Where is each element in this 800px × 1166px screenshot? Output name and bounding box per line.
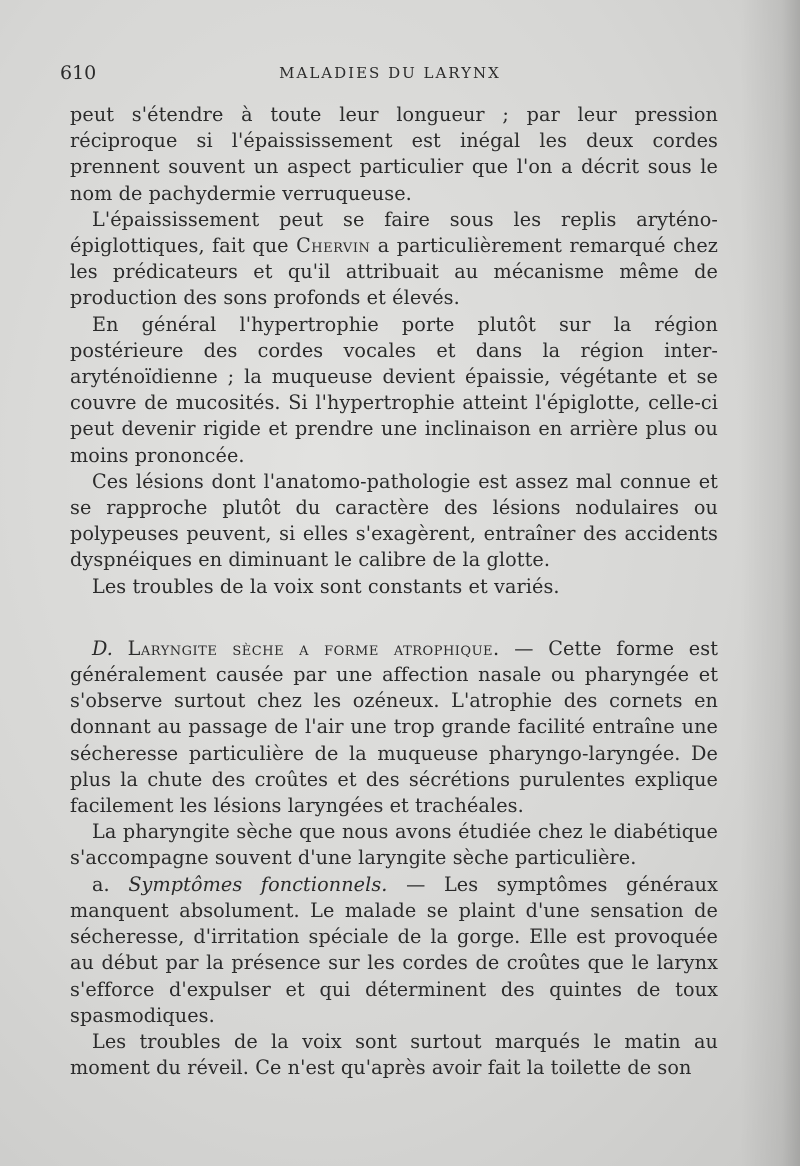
section-d-paragraph bbox=[70, 636, 718, 819]
subsection-a-heading: Symptômes fonctionnels. bbox=[128, 872, 388, 896]
page-number: 610 bbox=[60, 62, 97, 84]
paragraph-5: Les troubles de la voix sont constants et variés. bbox=[92, 574, 560, 598]
paragraph-9: Les troubles de la voix sont surtout marqués le matin au moment du réveil. Ce n'est qu'après avoir fait la toilette de son bbox=[70, 1029, 718, 1080]
subsection-a-text: — Les symptômes généraux manquent absolument. Le malade se plaint d'une sensation de sécheresse, d'irritation spéciale de la gorge. Elle est provoquée au début par la présence sur les cordes de croûtes que le larynx s'efforce d'expulser et qui déterminent des quintes de toux spasmodiques. bbox=[70, 872, 718, 1027]
paragraph-3: En général l'hypertrophie porte plutôt sur la région postérieure des cordes vocales et dans la région inter-aryténoïdienne ; la muqueuse devient épaissie, végétante et se couvre de mucosités. Si l'hypertrophie atteint l'épiglotte, celle-ci peut devenir rigide et prendre une inclinaison en arrière plus ou moins prononcée. bbox=[70, 312, 718, 467]
paragraph-7: La pharyngite sèche que nous avons étudiée chez le diabétique s'accompagne souvent d'une laryngite sèche particulière. bbox=[70, 820, 718, 870]
paragraph-8 bbox=[70, 872, 718, 1029]
running-head bbox=[60, 62, 720, 88]
author-name-chervin: Chervin bbox=[296, 234, 371, 258]
paragraph-2-text-b: a particulièrement remarqué chez les prédicateurs et qu'il attribuait au mécanisme même de production des sons profonds et élevés. bbox=[70, 234, 718, 310]
section-d-heading: Laryngite sèche a forme atrophique. bbox=[127, 636, 500, 660]
subsection-a-label: a. bbox=[92, 872, 129, 896]
running-title: MALADIES DU LARYNX bbox=[279, 64, 501, 82]
section-d-label: D. bbox=[92, 636, 113, 660]
paragraph-1: peut s'étendre à toute leur longueur ; par leur pression réciproque si l'épaississement est inégal les deux cordes prennent souvent un aspect particulier que l'on a décrit sous le nom de pachydermie verruqueuse. bbox=[70, 103, 718, 205]
paragraph-2-text-a: L'épaississement peut se faire sous les replis aryténo-épiglottiques, fait que bbox=[70, 207, 718, 258]
section-d-text: — Cette forme est généralement causée par une affection nasale ou pharyngée et s'observe surtout chez les ozéneux. L'atrophie des cornets en donnant au passage de l'air une trop grande facilité entraîne une sécheresse particulière de la muqueuse pharyngo-laryngée. De plus la chute des croûtes et des sécrétions purulentes explique facilement les lésions laryngées et trachéales. bbox=[70, 636, 718, 818]
section-spacer bbox=[70, 600, 718, 636]
page-edge-shadow bbox=[740, 0, 800, 1166]
paragraph-4: Ces lésions dont l'anatomo-pathologie est assez mal connue et se rapproche plutôt du caractère des lésions nodulaires ou polypeuses peuvent, si elles s'exagèrent, entraîner des accidents dyspnéiques en diminuant le calibre de la glotte. bbox=[70, 469, 718, 572]
paragraph-2 bbox=[70, 207, 718, 312]
body-text bbox=[70, 102, 718, 1081]
